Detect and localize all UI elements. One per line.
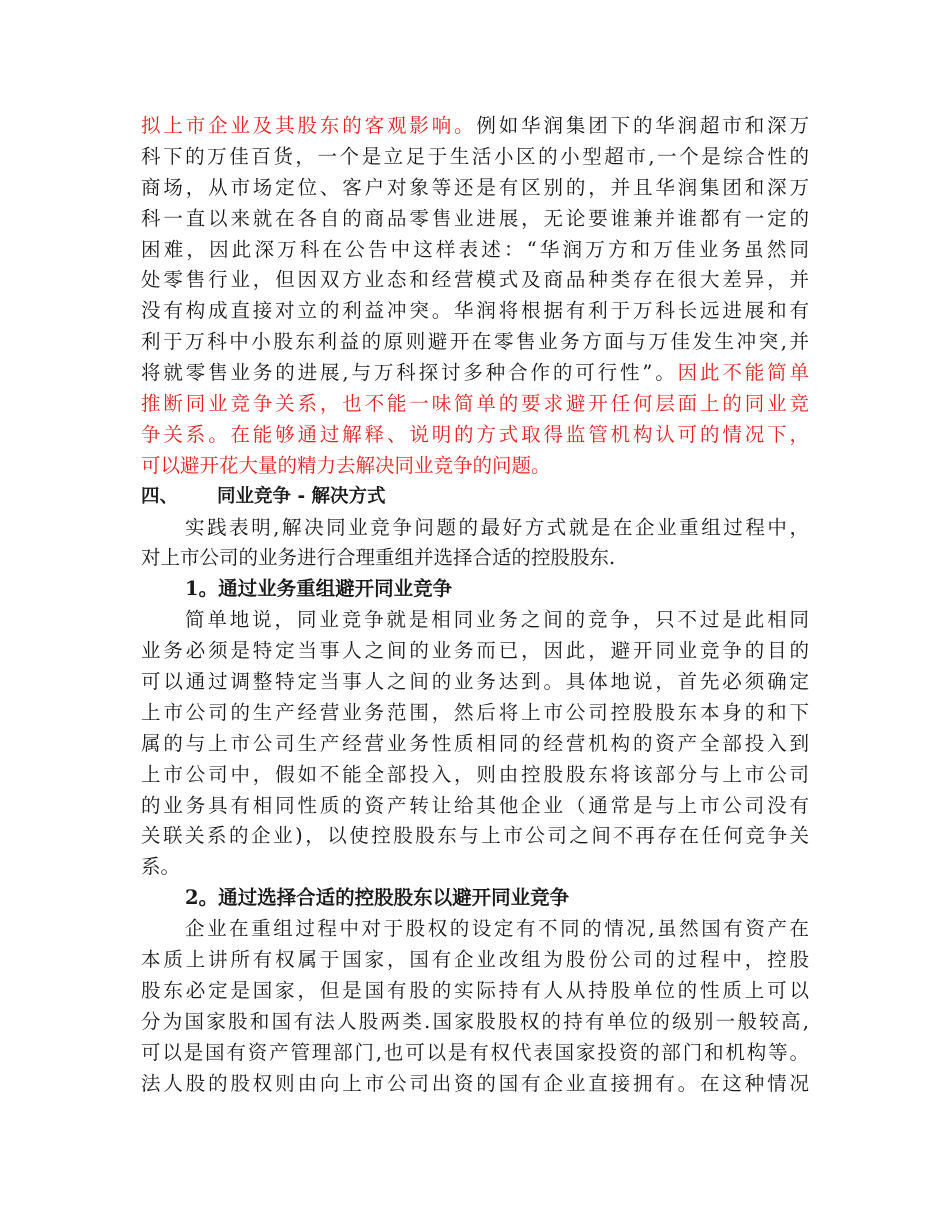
paragraph-line: 简单地说，同业竞争就是相同业务之间的竞争，只不过是此相同 — [185, 608, 809, 632]
body-text: 利于万科中小股东利益的原则避开在零售业务方面与万佳发生冲突,并 — [141, 330, 809, 354]
paragraph-line — [141, 142, 809, 173]
paragraph-line: 本质上讲所有权属于国家，国有企业改组为股份公司的过程中，控股 — [141, 948, 809, 972]
paragraph-line — [141, 296, 809, 327]
highlighted-text: 拟上市企业及其股东的客观影响。 — [141, 114, 477, 137]
section-title: 同业竞争 - 解决方式 — [217, 485, 386, 507]
highlighted-text: 争关系。在能够通过解释、说明的方式取得监管机构认可的情况下， — [141, 422, 809, 446]
paragraph-line: 关联关系的企业)，以使控股股东与上市公司之间不再存在任何竞争关 — [141, 824, 809, 848]
body-text: 处零售行业，但因双方业态和经营模式及商品种类存在很大差异，并 — [141, 268, 809, 292]
highlighted-text: 因此不能简单 — [677, 361, 809, 385]
intro-paragraph — [141, 111, 809, 482]
body-text: 科下的万佳百货，一个是立足于生活小区的小型超市,一个是综合性的 — [141, 144, 809, 168]
paragraph-line — [141, 235, 809, 266]
body-text: 困难，因此深万科在公告中这样表述：“华润万方和万佳业务虽然同 — [141, 237, 809, 261]
paragraph-line: 分为国家股和国有法人股两类.国家股股权的持有单位的级别一般较高, — [141, 1009, 809, 1033]
paragraph-line: 业务必须是特定当事人之间的业务而已，因此，避开同业竞争的目的 — [141, 639, 809, 663]
paragraph-line: 的业务具有相同性质的资产转让给其他企业（通常是与上市公司没有 — [141, 793, 809, 817]
section-intro-line: 实践表明,解决同业竞争问题的最好方式就是在企业重组过程中， — [185, 515, 809, 539]
paragraph-line: 企业在重组过程中对于股权的设定有不同的情况,虽然国有资产在 — [185, 917, 809, 941]
body-text: 商场，从市场定位、客户对象等还是有区别的，并且华润集团和深万 — [141, 175, 809, 199]
paragraph-line — [141, 389, 809, 420]
body-text: 例如华润集团下的华润超市和深万 — [476, 114, 809, 137]
paragraph-line: 属的与上市公司生产经营业务性质相同的经营机构的资产全部投入到 — [141, 731, 809, 755]
document-body — [141, 111, 809, 1100]
paragraph-line — [141, 327, 809, 358]
body-text: 没有构成直接对立的利益冲突。华润将根据有利于万科长远进展和有 — [141, 299, 809, 323]
highlighted-text: 可以避开花大量的精力去解决同业竞争的问题。 — [141, 453, 551, 477]
paragraph-line: 法人股的股权则由向上市公司出资的国有企业直接拥有。在这种情况 — [141, 1071, 809, 1095]
paragraph-line: 可以是国有资产管理部门,也可以是有权代表国家投资的部门和机构等。 — [141, 1040, 809, 1064]
paragraph-line — [141, 420, 809, 451]
body-text: 科一直以来就在各自的商品零售业进展，无论要谁兼并谁都有一定的 — [141, 206, 809, 230]
body-text: 将就零售业务的进展,与万科探讨多种合作的可行性”。 — [141, 361, 678, 385]
paragraph-line — [141, 265, 809, 296]
paragraph-line: 可以通过调整特定当事人之间的业务达到。具体地说，首先必须确定 — [141, 670, 809, 694]
highlighted-text: 推断同业竞争关系，也不能一味简单的要求避开任何层面上的同业竞 — [141, 392, 809, 416]
paragraph-line — [141, 111, 809, 142]
paragraph-line — [141, 204, 809, 235]
section-intro-line: 对上市公司的业务进行合理重组并选择合适的控股股东. — [141, 546, 616, 570]
section-heading — [141, 482, 809, 513]
paragraph-line: 股东必定是国家，但是国有股的实际持有人从持股单位的性质上可以 — [141, 978, 809, 1002]
paragraph-line: 上市公司中，假如不能全部投入，则由控股股东将该部分与上市公司 — [141, 762, 809, 786]
section-number: 四、 — [141, 485, 179, 507]
subsection-heading-2: 2。通过选择合适的控股股东以避开同业竞争 — [185, 886, 570, 910]
paragraph-line — [141, 173, 809, 204]
paragraph-line: 系。 — [141, 855, 181, 879]
subsection-heading-1: 1。通过业务重组避开同业竞争 — [185, 577, 453, 601]
paragraph-line — [141, 358, 809, 389]
paragraph-line — [141, 451, 809, 482]
paragraph-line: 上市公司的生产经营业务范围，然后将上市公司控股股东本身的和下 — [141, 700, 809, 724]
